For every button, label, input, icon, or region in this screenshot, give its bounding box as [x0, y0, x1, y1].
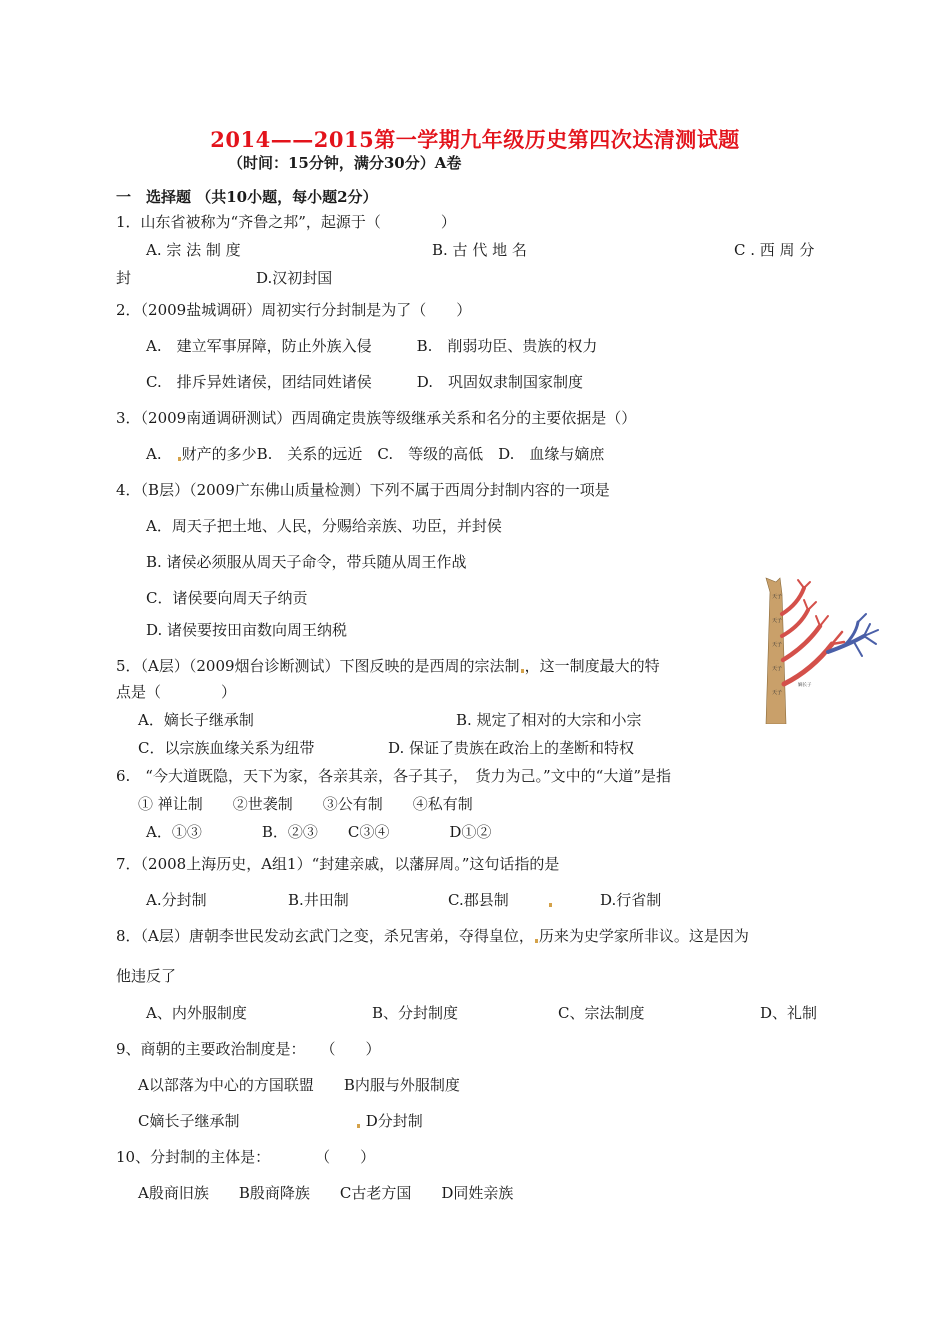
question-8-option-d: D、礼制 [760, 1004, 818, 1022]
question-2-options-ab: A. 建立军事屏障，防止外族入侵 B. 削弱功臣、贵族的权力 [146, 337, 598, 355]
question-5-option-d: D. 保证了贵族在政治上的垄断和特权 [388, 739, 635, 757]
question-7-option-d: D.行省制 [600, 891, 662, 909]
question-1-stem: 1．山东省被称为“齐鲁之邦”，起源于（ ） [116, 213, 456, 231]
question-5-option-b: B. 规定了相对的大宗和小宗 [456, 711, 642, 729]
trunk-label-3: 天子 [772, 642, 783, 648]
question-9-stem: 9、商朝的主要政治制度是： （ ） [116, 1040, 381, 1058]
question-8-stem [116, 926, 749, 946]
question-5-option-a: A．嫡长子继承制 [138, 711, 254, 729]
question-8-stem-head: 8．（A层）唐朝李世民发动玄武门之变，杀兄害弟，夺得皇位， [116, 927, 534, 945]
question-1-option-c: C . 西 周 分 [734, 241, 815, 259]
question-5-stem-cont: 点是（ ） [116, 683, 237, 701]
question-9-option-d-wrap [356, 1111, 423, 1131]
branch-label: 嫡长子 [798, 683, 812, 688]
question-9-option-c: C嫡长子继承制 [138, 1112, 315, 1130]
scan-dot [535, 939, 538, 943]
question-5-option-c: C．以宗族血缘关系为纽带 [138, 739, 315, 757]
question-3-options [146, 444, 604, 464]
question-6-options: A．①③ B．②③ C③④ D①② [146, 823, 492, 841]
question-8-stem-cont: 他违反了 [116, 967, 177, 985]
section-heading: 一 选择题 （共10小题，每小题2分） [116, 188, 378, 206]
question-8-option-c: C、宗法制度 [558, 1004, 645, 1022]
question-4-option-d: D. 诸侯要按田亩数向周王纳税 [146, 621, 348, 639]
question-5-stem [116, 656, 660, 676]
question-1-option-c-cont: 封 [116, 269, 132, 287]
question-2-options-cd: C. 排斥异姓诸侯，团结同姓诸侯 D. 巩固奴隶制国家制度 [146, 373, 583, 391]
question-4-option-a: A．周天子把土地、人民，分赐给亲族、功臣，并封侯 [146, 517, 502, 535]
trunk-label-2: 天子 [772, 618, 783, 624]
scan-dot [178, 457, 181, 461]
question-7-stem: 7．（2008上海历史，A组1）“封建亲戚，以藩屏周。”这句话指的是 [116, 855, 560, 873]
question-1-option-a: A. 宗 法 制 度 [146, 241, 241, 259]
question-5-stem-head: 5．（A层）（2009烟台诊断测试）下图反映的是西周的宗法制 [116, 657, 520, 675]
question-4-stem: 4．（B层）（2009广东佛山质量检测）下列不属于西周分封制内容的一项是 [116, 481, 610, 499]
question-6-stem: 6. “今大道既隐，天下为家，各亲其亲，各子其子， 货力为己。”文中的“大道”是指 [116, 767, 671, 785]
question-8-option-b: B、分封制度 [372, 1004, 459, 1022]
question-1-option-b: B. 古 代 地 名 [432, 241, 527, 259]
question-4-option-b: B. 诸侯必须服从周天子命令，带兵随从周王作战 [146, 553, 467, 571]
question-9-options-ab: A以部落为中心的方国联盟 B内服与外服制度 [138, 1076, 460, 1094]
scan-dot [521, 669, 524, 673]
question-7-dot [548, 890, 553, 910]
lineage-tree-figure [758, 574, 888, 724]
page-title: 2014——2015第一学期九年级历史第四次达清测试题 [210, 127, 740, 152]
exam-subtitle: （时间：15分钟，满分30分）A卷 [228, 154, 462, 172]
question-7-option-c: C.郡县制 [448, 891, 509, 909]
question-4-option-c: C．诸侯要向周天子纳贡 [146, 589, 308, 607]
question-3-options-rest: 财产的多少B. 关系的远近 C. 等级的高低 D. 血缘与嫡庶 [181, 445, 605, 463]
question-8-stem-tail: 历来为史学家所非议。这是因为 [538, 927, 749, 945]
question-1-option-d: D.汉初封国 [256, 269, 333, 287]
scan-dot [357, 1124, 360, 1128]
question-2-stem: 2．（2009盐城调研）周初实行分封制是为了（ ） [116, 301, 472, 319]
question-9-option-d: D分封制 [365, 1112, 423, 1130]
trunk-label-4: 天子 [772, 666, 783, 672]
question-10-options: A殷商旧族 B殷商降族 C古老方国 D同姓亲族 [138, 1184, 514, 1202]
question-8-option-a: A、内外服制度 [146, 1004, 247, 1022]
scan-dot [549, 903, 552, 907]
trunk-label-1: 天子 [772, 594, 783, 600]
question-6-items: ① 禅让制 ②世袭制 ③公有制 ④私有制 [138, 795, 473, 813]
question-7-option-b: B.井田制 [288, 891, 349, 909]
question-10-stem: 10、分封制的主体是： （ ） [116, 1148, 376, 1166]
question-5-stem-tail: ，这一制度最大的特 [524, 657, 660, 675]
trunk-label-5: 天子 [772, 690, 783, 696]
question-3-stem: 3．（2009南通调研测试）西周确定贵族等级继承关系和名分的主要依据是（） [116, 409, 637, 427]
question-7-option-a: A.分封制 [146, 891, 207, 909]
question-3-option-a-label: A. [146, 445, 177, 463]
